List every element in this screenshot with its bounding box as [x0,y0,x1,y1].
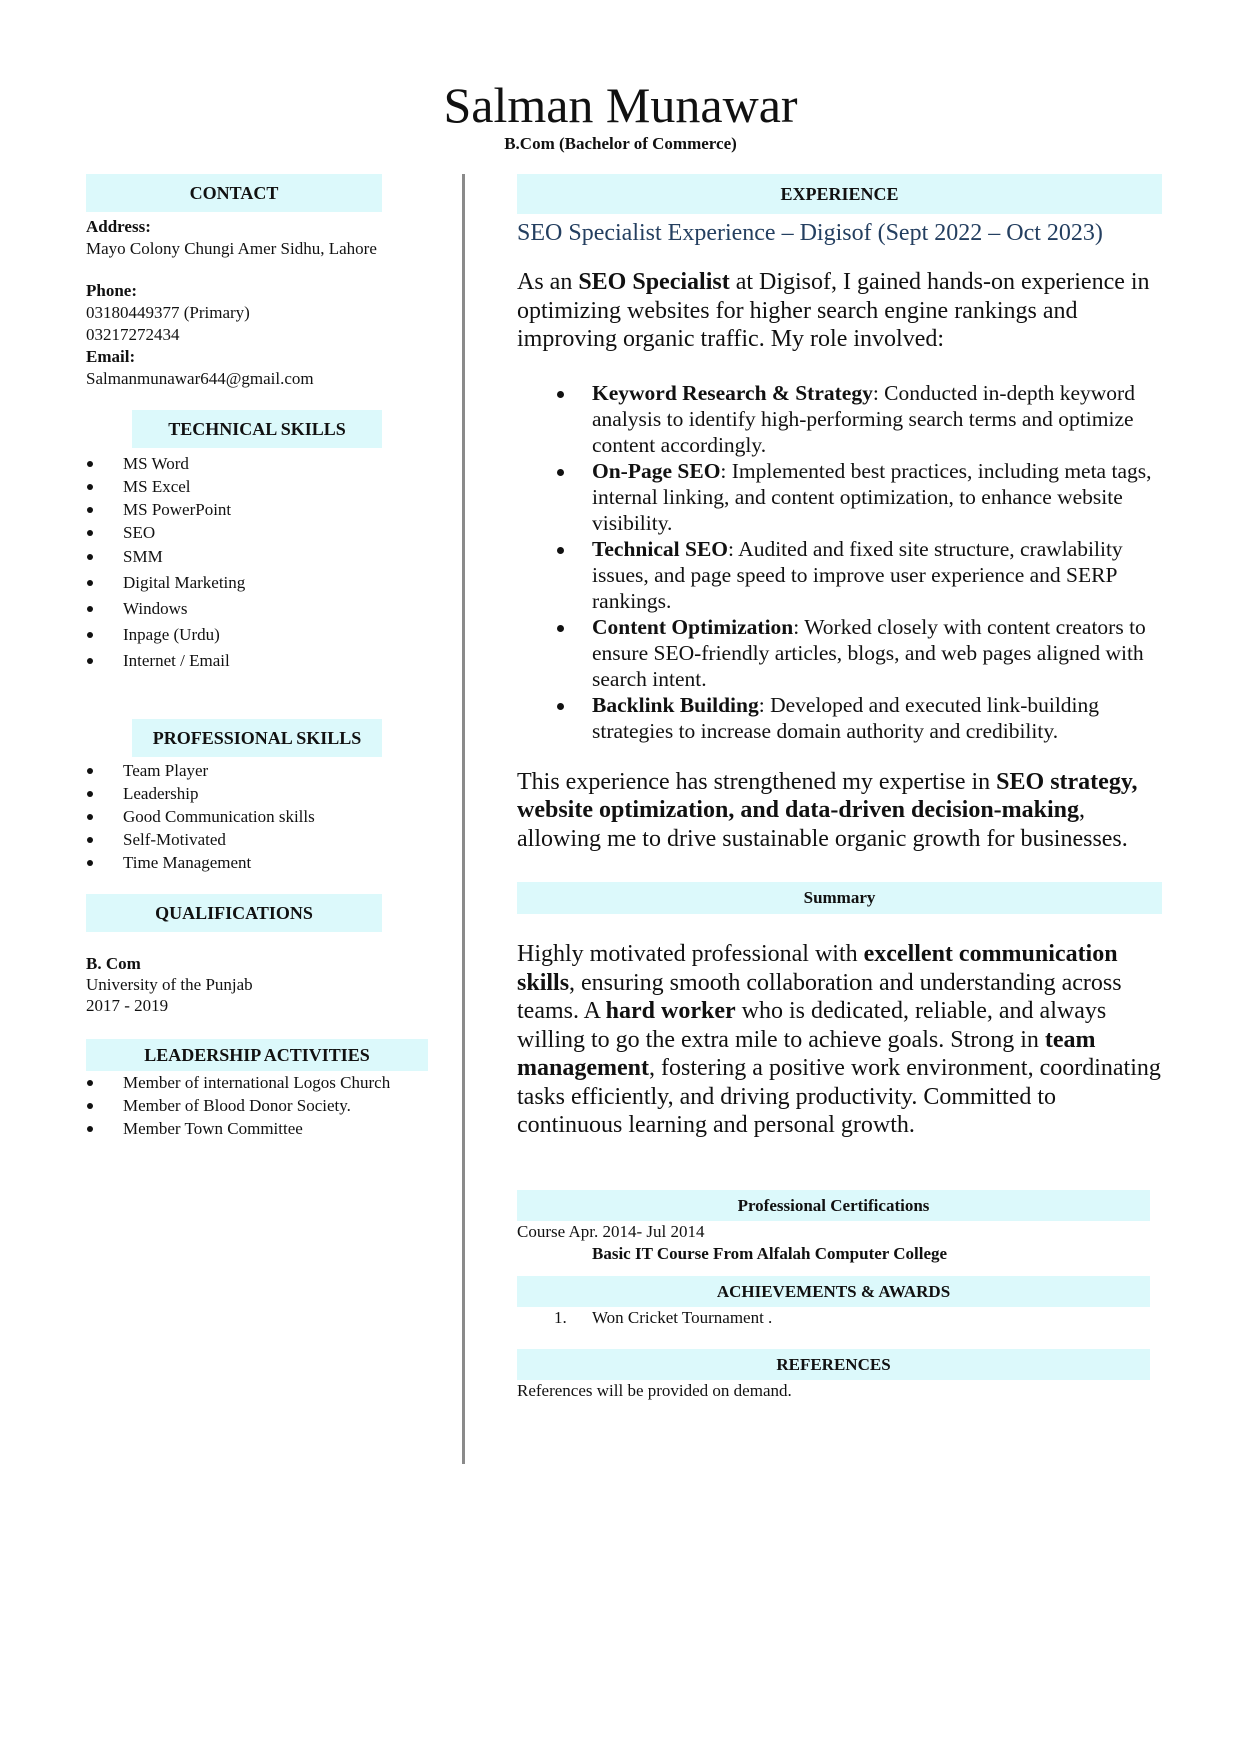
summary-text [517,940,1162,1140]
achievement-text: Won Cricket Tournament . [592,1307,773,1327]
summary-part: who is dedicated, reliable, and always willing to go the extra mile to achieve goals. Strong in [517,998,1107,1053]
address-label: Address: [86,217,151,236]
list-item: Good Communication skills [86,805,446,828]
summary-heading: Summary [517,882,1162,914]
phone-label: Phone: [86,281,137,300]
course-name: Basic IT Course From Alfalah Computer College [592,1243,948,1263]
list-item: Member of Blood Donor Society. [86,1094,446,1117]
references-text: References will be provided on demand. [517,1380,792,1400]
qualification-years: 2017 - 2019 [86,996,169,1015]
certifications-heading: Professional Certifications [517,1190,1150,1221]
summary-bold: team management [517,1026,1096,1081]
experience-list [517,380,1162,744]
list-item: MS Excel [86,475,446,498]
technical-skills-list [86,452,446,674]
achievement-number: 1. [554,1307,567,1327]
list-item [517,536,1162,614]
list-item [517,692,1162,744]
email-value: Salmanmunawar644@gmail.com [86,369,314,388]
qualification-degree: B. Com [86,954,141,973]
item-text: : Developed and executed link-building strategies to increase domain authority and credibility. [592,692,1100,743]
closing-text-end: , allowing me to drive sustainable organic growth for businesses. [517,797,1128,852]
list-item: Internet / Email [86,648,446,674]
list-item [517,380,1162,458]
item-text: : Audited and fixed site structure, crawlability issues, and page speed to improve user experience and SERP rankings. [592,536,1123,613]
item-term: Keyword Research & Strategy [592,380,873,405]
column-divider [462,174,465,1464]
experience-heading: EXPERIENCE [517,174,1162,214]
list-item [517,614,1162,692]
qualifications-section [86,953,446,1016]
item-term: Backlink Building [592,692,759,717]
leadership-list [86,1071,446,1140]
list-item: Member Town Committee [86,1117,446,1140]
summary-part: , ensuring smooth collaboration and understanding across teams. A [517,969,1122,1024]
leadership-heading: LEADERSHIP ACTIVITIES [86,1039,428,1071]
item-term: Content Optimization [592,614,794,639]
summary-bold: hard worker [605,998,736,1024]
list-item: Self-Motivated [86,828,446,851]
item-term: Technical SEO [592,536,729,561]
list-item: Time Management [86,851,446,874]
course-dates: Course Apr. 2014- Jul 2014 [517,1221,705,1241]
achievements-heading: ACHIEVEMENTS & AWARDS [517,1276,1150,1307]
professional-skills-list [86,759,446,874]
email-label: Email: [86,347,136,366]
list-item: Digital Marketing [86,570,446,596]
technical-skills-heading: TECHNICAL SKILLS [132,410,382,448]
candidate-name: Salman Munawar [443,77,798,133]
list-item [517,458,1162,536]
summary-bold: excellent communication skills [517,941,1118,996]
intro-text-end: at Digisof, I gained hands-on experience in optimizing websites for higher search engine rankings and improving organic traffic. My role involved: [517,269,1150,352]
contact-section [86,216,446,390]
references-heading: REFERENCES [517,1349,1150,1380]
list-item: Windows [86,596,446,622]
item-term: On-Page SEO [592,458,721,483]
contact-heading: CONTACT [86,174,382,212]
list-item: Team Player [86,759,446,782]
experience-intro [517,268,1162,354]
qualification-institution: University of the Punjab [86,975,253,994]
list-item: SMM [86,544,446,570]
experience-title: SEO Specialist Experience – Digisof (Sept 2022 – Oct 2023) [517,220,1103,246]
candidate-degree: B.Com (Bachelor of Commerce) [504,134,737,153]
intro-bold: SEO Specialist [578,269,730,295]
list-item: Inpage (Urdu) [86,622,446,648]
item-text: : Implemented best practices, including meta tags, internal linking, and content optimization, to enhance website visibility. [592,458,1152,535]
closing-bold: SEO strategy, website optimization, and data-driven decision-making [517,768,1138,823]
list-item: Member of international Logos Church [86,1071,446,1094]
item-text: : Worked closely with content creators to ensure SEO-friendly articles, blogs, and web pages aligned with search intent. [592,614,1146,691]
phone-primary: 03180449377 (Primary) [86,303,250,322]
right-column [517,174,1162,1402]
achievement-item [517,1307,1162,1329]
list-item: SEO [86,521,446,544]
summary-part: , fostering a positive work environment, coordinating tasks efficiently, and driving productivity. Committed to continuous learning and personal growth. [517,1055,1161,1138]
experience-closing [517,768,1162,854]
qualifications-heading: QUALIFICATIONS [86,894,382,932]
list-item: MS Word [86,452,446,475]
intro-text: As an [517,269,579,295]
address-value: Mayo Colony Chungi Amer Sidhu, Lahore [86,239,377,258]
left-column [86,174,446,1140]
phone-secondary: 03217272434 [86,325,180,344]
item-text: : Conducted in-depth keyword analysis to identify high-performing search terms and optimize content accordingly. [592,380,1135,457]
summary-part: Highly motivated professional with [517,941,864,967]
closing-text: This experience has strengthened my expertise in [517,768,997,795]
list-item: MS PowerPoint [86,498,446,521]
professional-skills-heading: PROFESSIONAL SKILLS [132,719,382,757]
list-item: Leadership [86,782,446,805]
